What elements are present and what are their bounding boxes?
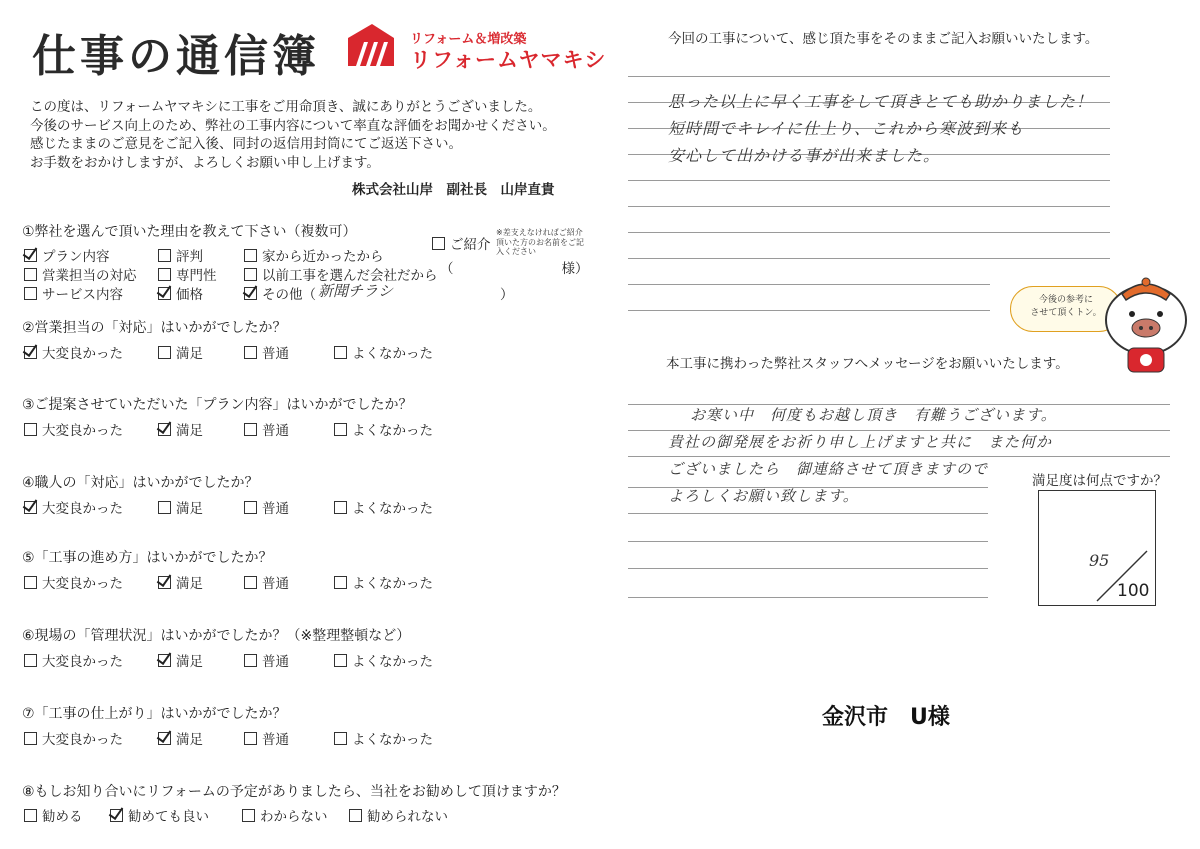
checkbox[interactable]: [24, 732, 37, 745]
option-label: 営業担当の対応: [42, 268, 137, 284]
intro-text: [30, 98, 556, 172]
ruled-line: [628, 310, 990, 311]
rating-option-not-good[interactable]: [334, 728, 433, 748]
q1-option-expertise[interactable]: [158, 264, 217, 284]
q8-option-not-recommend[interactable]: [349, 805, 448, 825]
score-max: 100: [1117, 581, 1150, 601]
checkbox[interactable]: [158, 501, 171, 514]
option-label: プラン内容: [42, 249, 110, 265]
page-title: 仕事の通信簿: [32, 31, 320, 82]
option-label: 大変良かった: [42, 654, 123, 670]
option-label: 普通: [262, 732, 289, 748]
checkbox[interactable]: [24, 287, 37, 300]
referral-note: ※差支えなければご紹介頂いた方のお名前をご記入ください: [496, 228, 584, 256]
rating-option-satisfied[interactable]: [158, 419, 203, 439]
checkbox[interactable]: [158, 346, 171, 359]
q1-option-near-home[interactable]: [244, 245, 384, 265]
comment-line: 思った以上に早く工事をして頂きとても助かりました！: [668, 92, 1094, 111]
rating-option-very-good[interactable]: [24, 572, 123, 592]
checkbox-checked[interactable]: [158, 287, 171, 300]
option-label: 大変良かった: [42, 732, 123, 748]
checkbox[interactable]: [24, 809, 37, 822]
company-logo-icon: [346, 22, 396, 68]
option-label: 大変良かった: [42, 423, 123, 439]
checkbox[interactable]: [158, 268, 171, 281]
rating-option-very-good[interactable]: [24, 419, 123, 439]
option-label: ご紹介: [450, 237, 491, 253]
score-label: 満足度は何点ですか？: [1032, 473, 1167, 489]
checkbox[interactable]: [158, 249, 171, 262]
option-label: 満足: [176, 576, 203, 592]
checkbox[interactable]: [334, 576, 347, 589]
option-label: 普通: [262, 576, 289, 592]
q8-option-recommend[interactable]: [24, 805, 83, 825]
option-label: 満足: [176, 732, 203, 748]
ruled-line: [628, 568, 988, 569]
option-label: 大変良かった: [42, 346, 123, 362]
option-label: その他（: [262, 287, 316, 303]
score-box[interactable]: [1038, 490, 1156, 606]
option-label: 満足: [176, 654, 203, 670]
rating-question: ④職人の「対応」はいかがでしたか？: [22, 475, 259, 491]
rating-option-satisfied[interactable]: [158, 650, 203, 670]
option-label: 普通: [262, 346, 289, 362]
option-label: 家から近かったから: [262, 249, 384, 265]
option-label: 評判: [176, 249, 203, 265]
message-heading: 本工事に携わった弊社スタッフへメッセージをお願いいたします。: [666, 356, 1069, 372]
checkbox[interactable]: [24, 576, 37, 589]
option-label: 普通: [262, 654, 289, 670]
option-label: 勧められない: [367, 809, 448, 825]
checkbox[interactable]: [24, 654, 37, 667]
checkbox[interactable]: [242, 809, 255, 822]
q8-option-ok-to-recommend[interactable]: [110, 805, 209, 825]
checkbox[interactable]: [432, 237, 445, 250]
q1-other-close: ）: [500, 287, 514, 303]
checkbox[interactable]: [334, 501, 347, 514]
q8-question: ⑧もしお知り合いにリフォームの予定がありましたら、当社をお勧めして頂けますか？: [22, 784, 566, 800]
option-label: 大変良かった: [42, 501, 123, 517]
checkbox-checked[interactable]: [158, 654, 171, 667]
option-label: 勧める: [42, 809, 83, 825]
ruled-line: [628, 284, 990, 285]
q1-option-referral[interactable]: [432, 233, 491, 253]
comment-heading: 今回の工事について、感じ頂た事をそのままご記入お願いいたします。: [668, 31, 1099, 47]
message-line: ございましたら 御連絡させて頂きますので: [668, 460, 989, 478]
q1-question: ①弊社を選んで頂いた理由を教えて下さい（複数可）: [22, 224, 357, 240]
checkbox-checked[interactable]: [158, 576, 171, 589]
checkbox-checked[interactable]: [244, 287, 257, 300]
checkbox-checked[interactable]: [24, 346, 37, 359]
logo-name: リフォームヤマキシ: [410, 48, 607, 72]
comment-handwritten[interactable]: [668, 88, 1093, 169]
referral-name-field[interactable]: （ 様）: [440, 261, 589, 277]
checkbox[interactable]: [244, 249, 257, 262]
customer-city: 金沢市 U様: [822, 705, 950, 730]
rating-option-satisfied[interactable]: [158, 728, 203, 748]
pig-mascot-icon: [1100, 272, 1192, 376]
rating-option-satisfied[interactable]: [158, 572, 203, 592]
rating-option-satisfied[interactable]: [158, 342, 203, 362]
score-value: 95: [1089, 551, 1110, 570]
rating-option-not-good[interactable]: [334, 650, 433, 670]
q1-option-reputation[interactable]: [158, 245, 203, 265]
checkbox[interactable]: [334, 346, 347, 359]
logo-subtitle: リフォーム＆増改築: [410, 32, 527, 47]
ruled-line: [628, 597, 988, 598]
rating-option-not-good[interactable]: [334, 572, 433, 592]
rating-question: ③ご提案させていただいた「プラン内容」はいかがでしたか？: [22, 397, 413, 413]
message-line: よろしくお願い致します。: [668, 487, 859, 505]
option-label: わからない: [260, 809, 328, 825]
rating-option-not-good[interactable]: [334, 497, 433, 517]
intro-line: お手数をおかけしますが、よろしくお願い申し上げます。: [30, 154, 380, 171]
option-label: 価格: [176, 287, 203, 303]
rating-option-average[interactable]: [244, 728, 289, 748]
q1-option-price[interactable]: [158, 283, 203, 303]
ruled-line: [628, 232, 1110, 233]
checkbox[interactable]: [334, 423, 347, 436]
rating-option-average[interactable]: [244, 497, 289, 517]
checkbox[interactable]: [244, 346, 257, 359]
ruled-line: [628, 513, 988, 514]
intro-line: この度は、リフォームヤマキシに工事をご用命頂き、誠にありがとうございました。: [30, 99, 542, 115]
comment-line: 安心して出かける事が出来ました。: [668, 146, 941, 165]
option-label: よくなかった: [352, 346, 433, 362]
checkbox-checked[interactable]: [158, 732, 171, 745]
checkbox[interactable]: [24, 268, 37, 281]
option-label: よくなかった: [352, 654, 433, 670]
option-label: よくなかった: [352, 732, 433, 748]
message-line: お寒い中 何度もお越し頂き 有難うございます。: [690, 406, 1057, 424]
q1-option-plan[interactable]: [24, 245, 110, 265]
checkbox[interactable]: [244, 501, 257, 514]
ruled-line: [628, 541, 988, 542]
rating-question: ②営業担当の「対応」はいかがでしたか？: [22, 320, 287, 336]
rating-option-average[interactable]: [244, 419, 289, 439]
checkbox[interactable]: [334, 654, 347, 667]
signature: 株式会社山岸 副社長 山岸直貴: [352, 182, 555, 198]
rating-question: ⑦「工事の仕上がり」はいかがでしたか？: [22, 706, 287, 722]
option-label: 以前工事を選んだ会社だから: [262, 268, 438, 284]
option-label: 普通: [262, 501, 289, 517]
rating-option-very-good[interactable]: [24, 650, 123, 670]
checkbox-checked[interactable]: [24, 501, 37, 514]
option-label: サービス内容: [42, 287, 123, 303]
checkbox[interactable]: [244, 654, 257, 667]
rating-question: ⑤「工事の進め方」はいかがでしたか？: [22, 550, 273, 566]
checkbox[interactable]: [244, 576, 257, 589]
option-label: 勧めても良い: [128, 809, 209, 825]
intro-line: 感じたままのご意見をご記入後、同封の返信用封筒にてご返送下さい。: [30, 136, 462, 152]
ruled-line: [628, 76, 1110, 77]
rating-option-average[interactable]: [244, 650, 289, 670]
q1-other-handwritten: 新聞チラシ: [318, 282, 394, 300]
option-label: 大変良かった: [42, 576, 123, 592]
q1-option-service[interactable]: [24, 283, 123, 303]
checkbox-checked[interactable]: [110, 809, 123, 822]
checkbox[interactable]: [244, 732, 257, 745]
checkbox[interactable]: [334, 732, 347, 745]
message-line: 貴社の御発展をお祈り申し上げますと共に また何か: [668, 433, 1053, 451]
rating-option-average[interactable]: [244, 342, 289, 362]
option-label: よくなかった: [352, 576, 433, 592]
message-handwritten[interactable]: [668, 402, 1057, 510]
rating-option-average[interactable]: [244, 572, 289, 592]
bubble-line: 今後の参考に: [1038, 295, 1093, 305]
checkbox[interactable]: [244, 423, 257, 436]
bubble-line: させて頂くトン。: [1030, 308, 1102, 318]
intro-line: 今後のサービス向上のため、弊社の工事内容について率直な評価をお聞かせください。: [30, 117, 556, 134]
q8-option-unsure[interactable]: [242, 805, 328, 825]
rating-option-satisfied[interactable]: [158, 497, 203, 517]
option-label: よくなかった: [352, 501, 433, 517]
checkbox[interactable]: [24, 423, 37, 436]
ruled-line: [628, 258, 1110, 259]
checkbox[interactable]: [244, 268, 257, 281]
checkbox-checked[interactable]: [24, 249, 37, 262]
q1-option-sales[interactable]: [24, 264, 137, 284]
option-label: 専門性: [176, 268, 217, 284]
checkbox-checked[interactable]: [158, 423, 171, 436]
ruled-line: [628, 180, 1110, 181]
q1-option-other[interactable]: [244, 283, 316, 303]
rating-option-not-good[interactable]: [334, 342, 433, 362]
rating-option-very-good[interactable]: [24, 728, 123, 748]
rating-option-very-good[interactable]: [24, 342, 123, 362]
option-label: 普通: [262, 423, 289, 439]
option-label: 満足: [176, 346, 203, 362]
rating-option-very-good[interactable]: [24, 497, 123, 517]
ruled-line: [628, 206, 1110, 207]
rating-option-not-good[interactable]: [334, 419, 433, 439]
rating-question: ⑥現場の「管理状況」はいかがでしたか？（※整理整頓など）: [22, 628, 411, 644]
option-label: よくなかった: [352, 423, 433, 439]
option-label: 満足: [176, 501, 203, 517]
comment-line: 短時間でキレイに仕上り、これから寒波到来も: [668, 119, 1025, 138]
option-label: 満足: [176, 423, 203, 439]
checkbox[interactable]: [349, 809, 362, 822]
